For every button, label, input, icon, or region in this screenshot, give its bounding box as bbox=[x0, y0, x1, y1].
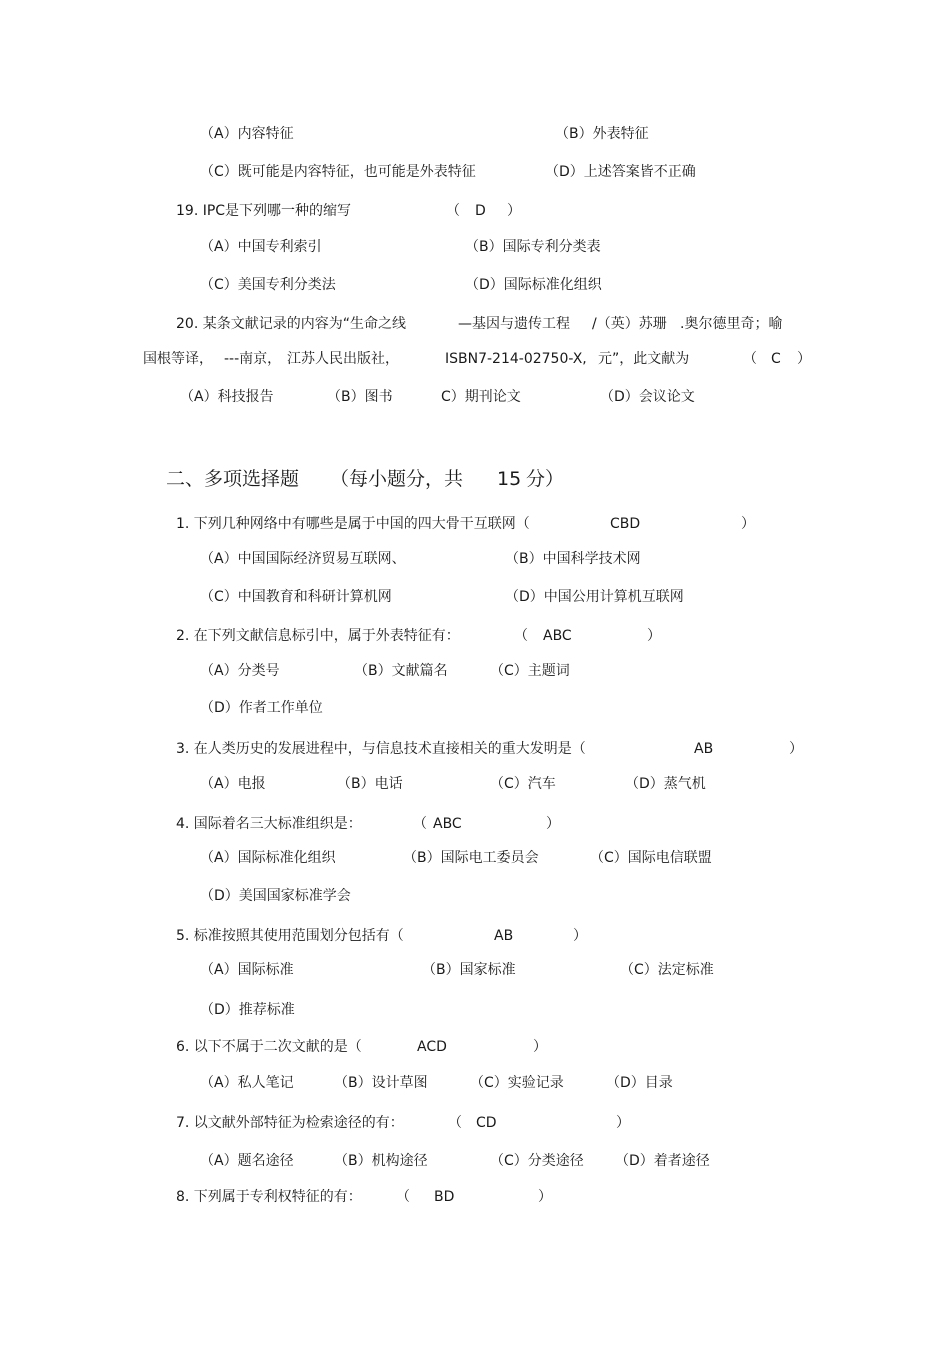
m5-option-d: （D）推荐标准 bbox=[200, 1002, 295, 1018]
m3-option-d: （D）蒸气机 bbox=[625, 776, 706, 792]
section2-score: （每小题分，共 bbox=[330, 468, 464, 490]
m3-stem: 3. 在人类历史的发展进程中，与信息技术直接相关的重大发明是（ bbox=[176, 741, 586, 757]
section2-title: 二、多项选择题 bbox=[166, 468, 300, 490]
section2-score-unit: 分） bbox=[526, 468, 565, 490]
q18-option-a: （A）内容特征 bbox=[200, 126, 294, 142]
m1-paren-close: ） bbox=[741, 516, 755, 532]
m4-answer: ABC bbox=[433, 816, 462, 832]
q18-option-c: （C）既可能是内容特征，也可能是外表特征 bbox=[200, 164, 476, 180]
m2-paren-open: （ bbox=[514, 628, 528, 644]
q20-option-b: （B）图书 bbox=[327, 389, 393, 405]
m3-option-c: （C）汽车 bbox=[490, 776, 556, 792]
m4-option-b: （B）国际电工委员会 bbox=[403, 850, 539, 866]
m6-option-d: （D）目录 bbox=[606, 1075, 673, 1091]
q20-stem-part4: .奥尔德里奇；喻 bbox=[680, 316, 783, 332]
m2-stem: 2. 在下列文献信息标引中，属于外表特征有： bbox=[176, 628, 460, 644]
m6-option-b: （B）设计草图 bbox=[334, 1075, 428, 1091]
q20-paren-open: （ bbox=[743, 351, 757, 367]
m8-stem: 8. 下列属于专利权特征的有： bbox=[176, 1189, 362, 1205]
m1-stem: 1. 下列几种网络中有哪些是属于中国的四大骨干互联网（ bbox=[176, 516, 530, 532]
m2-option-a: （A）分类号 bbox=[200, 663, 280, 679]
m5-option-a: （A）国际标准 bbox=[200, 962, 294, 978]
q20-line2-part5: 元”，此文献为 bbox=[598, 351, 690, 367]
m1-option-c: （C）中国教育和科研计算机网 bbox=[200, 589, 392, 605]
m4-paren-open: （ bbox=[413, 816, 427, 832]
m6-stem: 6. 以下不属于二次文献的是（ bbox=[176, 1039, 362, 1055]
m8-answer: BD bbox=[434, 1189, 455, 1205]
section2-score-num: 15 bbox=[497, 468, 522, 490]
m2-option-b: （B）文献篇名 bbox=[354, 663, 448, 679]
q19-option-b: （B）国际专利分类表 bbox=[465, 239, 601, 255]
m1-option-b: （B）中国科学技术网 bbox=[505, 551, 641, 567]
q20-option-c: C）期刊论文 bbox=[441, 389, 521, 405]
m2-option-d: （D）作者工作单位 bbox=[200, 700, 323, 716]
m5-stem: 5. 标准按照其使用范围划分包括有（ bbox=[176, 928, 404, 944]
m7-paren-open: （ bbox=[448, 1115, 462, 1131]
m3-option-a: （A）电报 bbox=[200, 776, 266, 792]
q20-answer: C bbox=[771, 351, 781, 367]
m5-option-c: （C）法定标准 bbox=[620, 962, 714, 978]
m7-option-b: （B）机构途径 bbox=[334, 1153, 428, 1169]
m6-answer: ACD bbox=[417, 1039, 447, 1055]
q18-option-d: （D）上述答案皆不正确 bbox=[545, 164, 696, 180]
q19-paren-open: （ bbox=[446, 203, 460, 219]
q20-stem-part1: 20. 某条文献记录的内容为“生命之线 bbox=[176, 316, 406, 332]
q18-option-b: （B）外表特征 bbox=[555, 126, 649, 142]
m4-option-d: （D）美国国家标准学会 bbox=[200, 888, 351, 904]
q20-paren-close: ） bbox=[797, 351, 811, 367]
m7-stem: 7. 以文献外部特征为检索途径的有： bbox=[176, 1115, 404, 1131]
m7-answer: CD bbox=[476, 1115, 497, 1131]
m8-paren-open: （ bbox=[396, 1189, 410, 1205]
m7-option-c: （C）分类途径 bbox=[490, 1153, 584, 1169]
m3-paren-close: ） bbox=[789, 741, 803, 757]
m5-answer: AB bbox=[494, 928, 514, 944]
q19-option-d: （D）国际标准化组织 bbox=[465, 277, 602, 293]
m7-paren-close: ） bbox=[616, 1115, 630, 1131]
q20-option-a: （A）科技报告 bbox=[180, 389, 274, 405]
m5-option-b: （B）国家标准 bbox=[422, 962, 516, 978]
m2-option-c: （C）主题词 bbox=[490, 663, 570, 679]
m2-answer: ABC bbox=[543, 628, 572, 644]
m4-option-a: （A）国际标准化组织 bbox=[200, 850, 336, 866]
m6-option-c: （C）实验记录 bbox=[470, 1075, 564, 1091]
m8-paren-close: ） bbox=[538, 1189, 552, 1205]
m1-option-a: （A）中国国际经济贸易互联网、 bbox=[200, 551, 406, 567]
m6-paren-close: ） bbox=[533, 1039, 547, 1055]
m6-option-a: （A）私人笔记 bbox=[200, 1075, 294, 1091]
q19-paren-close: ） bbox=[507, 203, 521, 219]
m3-answer: AB bbox=[694, 741, 714, 757]
q19-option-c: （C）美国专利分类法 bbox=[200, 277, 336, 293]
q20-line2-part2: ---南京， bbox=[224, 351, 282, 367]
m4-option-c: （C）国际电信联盟 bbox=[590, 850, 712, 866]
m4-paren-close: ） bbox=[546, 816, 560, 832]
m1-option-d: （D）中国公用计算机互联网 bbox=[505, 589, 684, 605]
m3-option-b: （B）电话 bbox=[337, 776, 403, 792]
q20-line2-part3: 江苏人民出版社， bbox=[287, 351, 399, 367]
q20-stem-part3: /（英）苏珊 bbox=[592, 316, 667, 332]
m4-stem: 4. 国际着名三大标准组织是： bbox=[176, 816, 362, 832]
q20-option-d: （D）会议论文 bbox=[600, 389, 695, 405]
m1-answer: CBD bbox=[610, 516, 641, 532]
q20-line2-part1: 国根等译， bbox=[143, 351, 213, 367]
q20-stem-part2: —基因与遗传工程 bbox=[458, 316, 570, 332]
q19-stem: 19. IPC是下列哪一种的缩写 bbox=[176, 203, 352, 219]
m5-paren-close: ） bbox=[573, 928, 587, 944]
q20-line2-isbn: ISBN7-214-02750-X, bbox=[445, 351, 587, 367]
m2-paren-close: ） bbox=[647, 628, 661, 644]
m7-option-d: （D）着者途径 bbox=[615, 1153, 710, 1169]
m7-option-a: （A）题名途径 bbox=[200, 1153, 294, 1169]
q19-option-a: （A）中国专利索引 bbox=[200, 239, 322, 255]
q19-answer: D bbox=[475, 203, 486, 219]
